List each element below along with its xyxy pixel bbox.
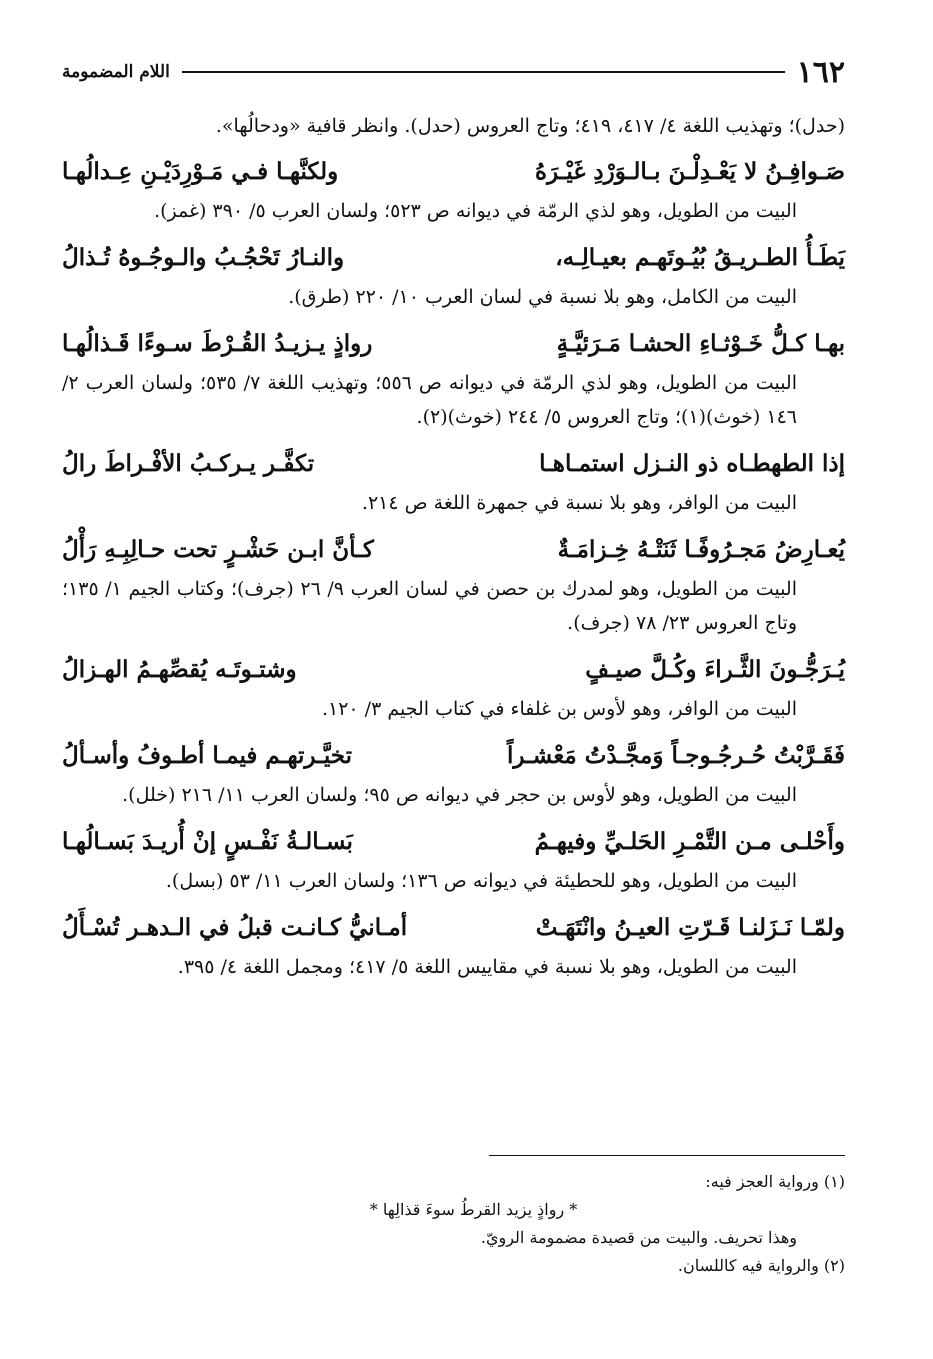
verse-second-hemistich: والنـارُ تَحْجُـبُ والـوجُـوهُ تُـذالُ: [62, 244, 345, 271]
verse-entry: [62, 528, 845, 640]
footnote-1-label: (١) ورواية العجز فيه:: [705, 1172, 845, 1191]
verse-entry: [62, 906, 845, 984]
verse-line: [62, 734, 845, 778]
footnote-separator: [489, 1155, 845, 1156]
verse-line: [62, 906, 845, 950]
verse-first-hemistich: ولمّـا نَـزَلنـا قَـرّتِ العيـنُ وانْتَهَـتْ: [535, 914, 845, 941]
page-header: [62, 55, 845, 89]
verse-second-hemistich: أمـانيُّ كـانـت قبلُ في الـدهـر تُسْـأَلُ: [62, 914, 408, 941]
verse-source-note: البيت من الطويل، وهو لأوس بن حجر في ديوانه ص ٩٥؛ ولسان العرب ١١/ ٢١٦ (خلل).: [122, 784, 797, 806]
verse-second-hemistich: ولكنَّهـا فـي مَـوْرِدَيْـنِ عِـدالُهـا: [62, 158, 339, 185]
verse-source-note: البيت من الطويل، وهو لذي الرمّة في ديوانه ص ٥٥٦؛ وتهذيب اللغة ٧/ ٥٣٥؛ ولسان العرب ٢/ ١٤٦ (خوث)(١)؛ وتاج العروس ٥/ ٢٤٤ (خوث)(٢).: [62, 372, 798, 428]
verse-second-hemistich: رواذٍ يـزيـدُ القُـرْطَ سـوءًا قَـذالُهـا: [62, 330, 373, 357]
footnote-1-comment: وهذا تحريف. والبيت من قصيدة مضمومة الرويّ.: [480, 1228, 797, 1247]
verse-source-note: البيت من الطويل، وهو للحطيئة في ديوانه ص ١٣٦؛ ولسان العرب ١١/ ٥٣ (بسل).: [165, 870, 797, 892]
verse-first-hemistich: يُعـارِضُ مَجـرُوفًـا ثَنَتْـهُ خِـزامَـةٌ: [557, 536, 845, 563]
verse-first-hemistich: وأَحْلـى مـن التَّمْـرِ الحَلـيِّ وفيهـمُ: [534, 828, 845, 855]
verse-second-hemistich: تكفَّـر يـركـبُ الأفْـراطَ رالُ: [62, 450, 315, 477]
verse-entry: [62, 820, 845, 898]
footnotes: [62, 1168, 845, 1280]
verse-first-hemistich: بهـا كـلُّ خَـوْثـاءِ الحشـا مَـرَئيَّـةٍ: [556, 330, 845, 357]
verse-second-hemistich: تخيَّـرتهـم فيمـا أطـوفُ وأسـألُ: [62, 742, 353, 769]
verse-line: [62, 648, 845, 692]
verse-second-hemistich: بَسـالـةُ نَفْـسٍ إنْ أُريـدَ بَسـالُهـا: [62, 828, 353, 855]
footnote-1-quote: * رواذٍ يزيد القرطُ سوءَ قذالِها *: [369, 1200, 578, 1219]
running-title: اللام المضمومة: [62, 62, 170, 82]
verse-source-note: البيت من الطويل، وهو لذي الرمّة في ديوانه ص ٥٢٣؛ ولسان العرب ٥/ ٣٩٠ (غمز).: [154, 200, 797, 222]
verse-first-hemistich: يَطَـأُ الطـريـقُ بُيُـوتَهـم بعيـالِـه،: [555, 244, 845, 271]
main-content: [62, 108, 845, 992]
verse-entry: [62, 236, 845, 314]
header-rule: [182, 71, 785, 73]
verse-line: [62, 528, 845, 572]
verse-entry: [62, 734, 845, 812]
verse-source-note: البيت من الوافر، وهو بلا نسبة في جمهرة اللغة ص ٢١٤.: [361, 492, 797, 514]
verse-first-hemistich: إذا الطهطـاه ذو النـزل استمـاهـا: [539, 450, 845, 477]
verse-second-hemistich: كـأنَّ ابـن حَشْـرٍ تحت حـالِبِـهِ رَأْلُ: [62, 536, 374, 563]
verse-first-hemistich: فَقَـرَّبْتُ حُـرجُـوجـاً وَمجَّـدْتُ مَعْشـراً: [506, 742, 845, 769]
verse-line: [62, 820, 845, 864]
verse-first-hemistich: يُـرَجُّـونَ الثَّـراءَ وكُـلَّ صيـفٍ: [585, 656, 845, 683]
verse-entry: [62, 150, 845, 228]
verse-line: [62, 236, 845, 280]
verse-line: [62, 322, 845, 366]
verse-line: [62, 442, 845, 486]
verse-first-hemistich: صَـوافِـنُ لا يَعْـدِلْـنَ بـالـوَرْدِ غَيْـرَهُ: [534, 158, 845, 185]
verse-line: [62, 150, 845, 194]
verse-source-note: البيت من الطويل، وهو بلا نسبة في مقاييس اللغة ٥/ ٤١٧؛ ومجمل اللغة ٤/ ٣٩٥.: [177, 956, 797, 978]
verse-source-note: البيت من الطويل، وهو لمدرك بن حصن في لسان العرب ٩/ ٢٦ (جرف)؛ وكتاب الجيم ١/ ١٣٥؛ وتاج العروس ٢٣/ ٧٨ (جرف).: [62, 578, 797, 634]
verse-entries: [62, 150, 845, 984]
verse-source-note: البيت من الوافر، وهو لأوس بن غلفاء في كتاب الجيم ٣/ ١٢٠.: [321, 698, 797, 720]
verse-entry: [62, 648, 845, 726]
verse-entry: [62, 322, 845, 434]
footnote-2: (٢) والرواية فيه كاللسان.: [677, 1256, 845, 1275]
verse-entry: [62, 442, 845, 520]
verse-source-note: البيت من الكامل، وهو بلا نسبة في لسان العرب ١٠/ ٢٢٠ (طرق).: [288, 286, 797, 308]
verse-second-hemistich: وشتـوتَـه يُقصِّهـمُ الهـزالُ: [62, 656, 297, 683]
intro-paragraph: (حدل)؛ وتهذيب اللغة ٤/ ٤١٧، ٤١٩؛ وتاج العروس (حدل). وانظر قافية «ودحالُها».: [215, 115, 845, 137]
page-number: ١٦٢: [796, 54, 845, 90]
